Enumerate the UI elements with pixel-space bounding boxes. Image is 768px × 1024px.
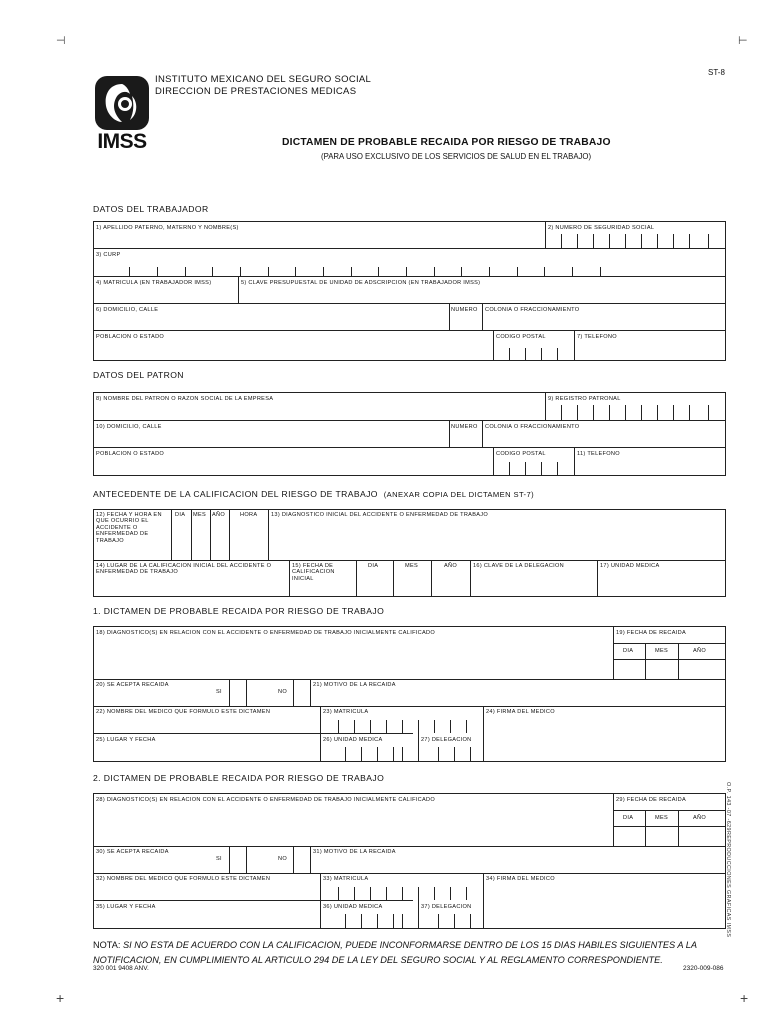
label-accept-relapse-1: 20) SE ACEPTA RECAIDA [96, 682, 169, 688]
section-opinion-1: 1. DICTAMEN DE PROBABLE RECAIDA POR RIESGO DE TRABAJO [93, 606, 385, 616]
field-initial-qualification-date[interactable]: 15) FECHA DE CALIFICACION INICIAL [292, 563, 335, 582]
form-subtitle: (PARA USO EXCLUSIVO DE LOS SERVICIOS DE SALUD EN EL TRABAJO) [321, 152, 592, 161]
checkbox-yes-1[interactable] [230, 680, 246, 706]
checkbox-no-2[interactable] [294, 847, 310, 873]
label-accept-relapse-2: 30) SE ACEPTA RECAIDA [96, 849, 169, 855]
field-accident-date-time[interactable]: 12) FECHA Y HORA EN QUE OCURRIO EL ACCIDENTE O ENFERMEDAD DE TRABAJO [96, 512, 162, 544]
col-hour: HORA [240, 512, 258, 518]
section-antecedent [93, 489, 534, 499]
section-worker-data: DATOS DEL TRABAJADOR [93, 204, 209, 214]
col-month-3: MES [655, 648, 669, 654]
field-doctor-name-1[interactable]: 22) NOMBRE DEL MEDICO QUE FORMULO ESTE DICTAMEN [96, 709, 271, 715]
field-delegation-1[interactable]: 27) DELEGACION [421, 737, 472, 743]
imss-emblem-icon [92, 76, 152, 132]
field-medical-unit[interactable]: 17) UNIDAD MEDICA [600, 563, 660, 569]
field-worker-postal-code[interactable]: CODIGO POSTAL [496, 334, 546, 340]
field-medical-unit-1[interactable]: 26) UNIDAD MEDICA [323, 737, 383, 743]
label-yes-1: SI [216, 689, 222, 695]
field-worker-colonia[interactable]: COLONIA O FRACCIONAMIENTO [485, 307, 580, 313]
label-no-2: NO [278, 856, 287, 862]
field-worker-matricula[interactable]: 4) MATRICULA (EN TRABAJADOR IMSS) [96, 280, 212, 286]
antecedent-table [93, 509, 726, 597]
footer-note [93, 938, 729, 968]
field-worker-address[interactable]: 6) DOMICILIO, CALLE [96, 307, 159, 313]
field-delegation-2[interactable]: 37) DELEGACION [421, 904, 472, 910]
section-antecedent-note: (ANEXAR COPIA DEL DICTAMEN ST-7) [383, 490, 535, 499]
col-day-4: DIA [623, 815, 634, 821]
checkbox-no-1[interactable] [294, 680, 310, 706]
institute-name: INSTITUTO MEXICANO DEL SEGURO SOCIAL [155, 74, 372, 85]
footer-note-text: SI NO ESTA DE ACUERDO CON LA CALIFICACION, PUEDE INCONFORMARSE DENTRO DE LOS 15 DIAS HABILES SIGUIENTES A LA NOTIFICACION, EN CUMPLIMIENTO AL ARTICULO 294 DE LA LEY DEL SEGURO SOCIAL Y AL REGLAMENTO CORRESPONDIENTE. [93, 940, 697, 965]
field-relapse-reason-2[interactable]: 31) MOTIVO DE LA RECAIDA [313, 849, 396, 855]
form-code: ST-8 [708, 68, 725, 77]
col-day: DIA [175, 512, 186, 518]
col-year-2: AÑO [444, 563, 458, 569]
field-relapse-date-1[interactable]: 19) FECHA DE RECAIDA [616, 630, 687, 636]
col-month-4: MES [655, 815, 669, 821]
opinion-2-table [93, 793, 726, 929]
label-yes-2: SI [216, 856, 222, 862]
col-month: MES [193, 512, 207, 518]
field-diagnosis-1[interactable]: 18) DIAGNOSTICO(S) EN RELACION CON EL ACCIDENTE O ENFERMEDAD DE TRABAJO INICIALMENTE CALIFICADO [96, 630, 436, 636]
field-employer-phone[interactable]: 11) TELEFONO [577, 451, 620, 457]
employer-data-table [93, 392, 726, 476]
field-place-date-1[interactable]: 25) LUGAR Y FECHA [96, 737, 156, 743]
field-worker-number[interactable]: NUMERO [451, 307, 478, 313]
logo-text: IMSS [97, 130, 147, 153]
field-curp[interactable]: 3) CURP [96, 252, 121, 258]
col-day-2: DIA [368, 563, 379, 569]
col-year-3: AÑO [693, 648, 707, 654]
checkbox-yes-2[interactable] [230, 847, 246, 873]
section-employer-data: DATOS DEL PATRON [93, 370, 184, 380]
field-doctor-signature-2[interactable]: 34) FIRMA DEL MEDICO [486, 876, 555, 882]
footer-right-code: 2320-009-086 [683, 965, 724, 972]
col-year-4: AÑO [693, 815, 707, 821]
imss-logo [92, 76, 152, 156]
field-relapse-date-2[interactable]: 29) FECHA DE RECAIDA [616, 797, 687, 803]
crop-mark-bottom-left: + [56, 990, 65, 1006]
field-employer-colonia[interactable]: COLONIA O FRACCIONAMIENTO [485, 424, 580, 430]
field-worker-city[interactable]: POBLACION O ESTADO [96, 334, 165, 340]
field-budget-key[interactable]: 5) CLAVE PRESUPUESTAL DE UNIDAD DE ADSCRIPCION (EN TRABAJADOR IMSS) [241, 280, 481, 286]
field-social-security-number[interactable]: 2) NUMERO DE SEGURIDAD SOCIAL [548, 225, 655, 231]
field-employer-address[interactable]: 10) DOMICILIO, CALLE [96, 424, 162, 430]
field-initial-qualification-place[interactable]: 14) LUGAR DE LA CALIFICACION INICIAL DEL ACCIDENTE O ENFERMEDAD DE TRABAJO [96, 563, 272, 576]
field-doctor-name-2[interactable]: 32) NOMBRE DEL MEDICO QUE FORMULO ESTE DICTAMEN [96, 876, 271, 882]
crop-mark-top-left: ⊣ [56, 35, 66, 47]
field-doctor-matricula-1[interactable]: 23) MATRICULA [323, 709, 369, 715]
crop-mark-top-right: ⊢ [738, 35, 748, 47]
field-employer-postal-code[interactable]: CODIGO POSTAL [496, 451, 546, 457]
field-employer-city[interactable]: POBLACION O ESTADO [96, 451, 165, 457]
crop-mark-bottom-right: + [740, 990, 749, 1006]
field-medical-unit-2[interactable]: 36) UNIDAD MEDICA [323, 904, 383, 910]
field-initial-diagnosis[interactable]: 13) DIAGNOSTICO INICIAL DEL ACCIDENTE O ENFERMEDAD DE TRABAJO [271, 512, 489, 518]
col-day-3: DIA [623, 648, 634, 654]
field-worker-phone[interactable]: 7) TELEFONO [577, 334, 617, 340]
section-antecedent-title: ANTECEDENTE DE LA CALIFICACION DEL RIESGO DE TRABAJO [93, 489, 378, 499]
field-employer-registration[interactable]: 9) REGISTRO PATRONAL [548, 396, 621, 402]
field-doctor-signature-1[interactable]: 24) FIRMA DEL MEDICO [486, 709, 555, 715]
opinion-1-table [93, 626, 726, 762]
field-employer-number[interactable]: NUMERO [451, 424, 478, 430]
field-relapse-reason-1[interactable]: 21) MOTIVO DE LA RECAIDA [313, 682, 396, 688]
worker-data-table [93, 221, 726, 361]
side-print-code: O.P. 143 -07 -629REPRODUCCIONES GRAFICAS IMSS [725, 782, 731, 938]
field-doctor-matricula-2[interactable]: 33) MATRICULA [323, 876, 369, 882]
field-diagnosis-2[interactable]: 28) DIAGNOSTICO(S) EN RELACION CON EL ACCIDENTE O ENFERMEDAD DE TRABAJO INICIALMENTE CALIFICADO [96, 797, 436, 803]
col-year: AÑO [212, 512, 226, 518]
footer-note-label: NOTA: [93, 940, 121, 950]
field-employer-name[interactable]: 8) NOMBRE DEL PATRON O RAZON SOCIAL DE LA EMPRESA [96, 396, 274, 402]
label-no-1: NO [278, 689, 287, 695]
field-delegation-key[interactable]: 16) CLAVE DE LA DELEGACION [473, 563, 565, 569]
col-month-2: MES [405, 563, 419, 569]
direction-name: DIRECCION DE PRESTACIONES MEDICAS [155, 86, 357, 97]
form-title: DICTAMEN DE PROBABLE RECAIDA POR RIESGO DE TRABAJO [282, 137, 611, 148]
field-place-date-2[interactable]: 35) LUGAR Y FECHA [96, 904, 156, 910]
field-worker-name[interactable]: 1) APELLIDO PATERNO, MATERNO Y NOMBRE(S) [96, 225, 239, 231]
footer-left-code: 320 001 9408 ANV. [93, 965, 149, 972]
section-opinion-2: 2. DICTAMEN DE PROBABLE RECAIDA POR RIESGO DE TRABAJO [93, 773, 385, 783]
